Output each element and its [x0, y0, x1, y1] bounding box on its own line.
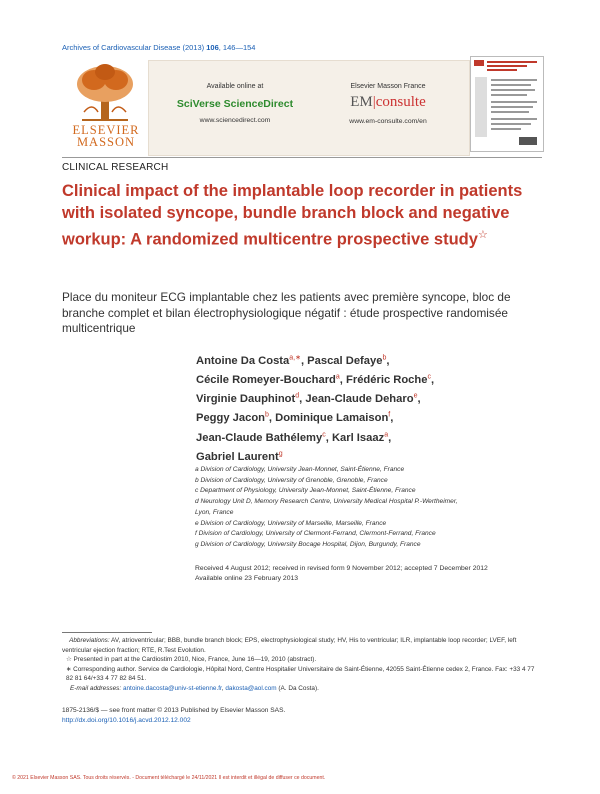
author-name: Peggy Jacon: [196, 412, 266, 425]
abbreviations-note: [62, 636, 542, 655]
author[interactable]: Antoine Da Costa$^{a,∗}$,: [196, 354, 308, 367]
affiliation-mark[interactable]: b: [265, 411, 269, 419]
section-label: CLINICAL RESEARCH: [62, 162, 169, 173]
author-name: Cécile Romeyer-Bouchard: [196, 373, 336, 386]
affiliation-mark[interactable]: e: [413, 392, 418, 400]
email-link-1[interactable]: antoine.dacosta@univ-st-etienne.fr: [122, 684, 222, 692]
emconsulte-block[interactable]: [318, 83, 458, 125]
email-link-2[interactable]: dakosta@aol.com: [225, 684, 277, 692]
affiliation: b Division of Cardiology, University of Grenoble, Grenoble, France: [195, 476, 388, 484]
publisher-label: Elsevier Masson France: [350, 83, 426, 90]
author[interactable]: Dominique Lamaison$^f$,: [275, 411, 394, 425]
presented-note: ☆ Presented in part at the Cardiostim 2010, Nice, France, June 16—19, 2010 (abstract).: [66, 656, 317, 663]
journal-citation[interactable]: [62, 43, 255, 52]
header-divider: [62, 157, 542, 158]
journal-volume: 106: [206, 43, 219, 52]
email-suffix: (A. Da Costa).: [278, 684, 319, 692]
abbreviations-text: AV, atrioventricular; BBB, bundle branch block; EPS, electrophysiological study; HV, His to ventricular; ILR, implantable loop recorder; LVEF, left ventricular ejection fraction; RTE, R.Test Evolution.: [62, 637, 517, 654]
footnotes: [62, 636, 542, 693]
affiliation-list: [195, 465, 545, 551]
affiliation-mark[interactable]: c: [427, 373, 431, 381]
author-name: Antoine Da Costa: [196, 354, 290, 367]
affiliation: c Department of Physiology, University Jean-Monnet, Saint-Étienne, France: [195, 487, 416, 495]
affiliation-mark[interactable]: f: [388, 411, 391, 419]
affiliation: d Neurology Unit D, Memory Research Centre, University Medical Hospital P.-Wertheimer,: [195, 498, 458, 506]
affiliation: Lyon, France: [195, 508, 234, 516]
author[interactable]: Cécile Romeyer-Bouchard$^a$,: [196, 373, 347, 386]
emconsulte-url[interactable]: www.em-consulte.com/en: [349, 118, 427, 125]
author[interactable]: Peggy Jacon$^b$,: [196, 411, 276, 425]
available-online-label: Available online at: [206, 83, 264, 90]
author-name: Gabriel Laurent: [196, 450, 279, 463]
received-dates: Received 4 August 2012; received in revised form 9 November 2012; accepted 7 December 2012: [195, 565, 488, 572]
author[interactable]: Frédéric Roche$^c$,: [346, 373, 435, 386]
issn-block: [62, 706, 542, 726]
french-title: Place du moniteur ECG implantable chez les patients avec première syncope, bloc de branche complet et bilan électrophysiologique négatif : étude prospective randomisée multicentrique: [62, 290, 511, 335]
affiliation: e Division of Cardiology, University of Marseille, Marseille, France: [195, 519, 387, 527]
affiliation-mark[interactable]: b: [382, 354, 387, 361]
sciencedirect-logo: SciVerse ScienceDirect: [176, 98, 294, 110]
journal-name: Archives of Cardiovascular Disease (2013): [62, 43, 205, 52]
email-label: E-mail addresses:: [70, 684, 122, 692]
affiliation-mark[interactable]: a: [384, 430, 389, 438]
author-list: [196, 350, 541, 465]
author-name: Jean-Claude Bathélemy: [196, 431, 323, 444]
affiliation-mark[interactable]: g: [278, 450, 283, 458]
author-name: Karl Isaaz: [331, 431, 385, 444]
author[interactable]: Karl Isaaz$^a$,: [331, 430, 392, 444]
sciencedirect-block[interactable]: [160, 83, 310, 124]
issn-line: 1875-2136/$ — see front matter © 2013 Published by Elsevier Masson SAS.: [62, 707, 286, 714]
online-date: Available online 23 February 2013: [195, 575, 299, 582]
download-copyright-notice: © 2021 Elsevier Masson SAS. Tous droits réservés. - Document téléchargé le 24/11/2021 Il est interdit et illégal de diffuser ce document.: [12, 775, 326, 781]
author[interactable]: Pascal Defaye$^b$,: [307, 354, 390, 367]
journal-pages: , 146—154: [218, 43, 256, 52]
elsevier-tree-logo: [72, 62, 138, 124]
author[interactable]: Jean-Claude Deharo$^e$,: [305, 392, 421, 406]
article-title: [62, 180, 542, 251]
corresponding-note: ∗ Corresponding author. Service de Cardiologie, Hôpital Nord, Centre Hospitalier Universitaire de Saint-Étienne, 42055 Saint-Étienne cedex 2, France. Fax: +33 4 77 82 81 64/+33 4 77 82 84 51.: [66, 665, 535, 682]
author-name: Pascal Defaye: [307, 354, 383, 367]
author[interactable]: Jean-Claude Bathélemy$^c$,: [196, 430, 332, 444]
author[interactable]: [196, 451, 283, 463]
elsevier-logo-text: ELSEVIER MASSON: [72, 123, 140, 149]
email-note: E-mail addresses: antoine.dacosta@univ-st-etienne.fr, dakosta@aol.com (A. Da Costa).: [70, 684, 319, 692]
doi-link[interactable]: http://dx.doi.org/10.1016/j.acvd.2012.12.002: [62, 717, 191, 724]
emconsulte-logo: [318, 94, 458, 111]
author-name: Frédéric Roche: [346, 373, 428, 386]
affiliation: f Division of Cardiology, University of Clermont-Ferrand, Clermont-Ferrand, France: [195, 530, 436, 538]
article-history: [195, 564, 550, 584]
affiliation-mark[interactable]: a,∗: [289, 354, 301, 361]
emconsulte-em: EM: [350, 94, 373, 110]
affiliation-mark[interactable]: d: [295, 392, 300, 400]
affiliation: a Division of Cardiology, University Jean-Monnet, Saint-Étienne, France: [195, 466, 405, 473]
author-name: Dominique Lamaison: [275, 412, 389, 425]
author-name: Jean-Claude Deharo: [305, 393, 414, 406]
journal-cover-thumbnail[interactable]: [470, 56, 544, 152]
author[interactable]: Virginie Dauphinot$^d$,: [196, 392, 306, 406]
sciencedirect-url[interactable]: www.sciencedirect.com: [199, 117, 271, 124]
affiliation: g Division of Cardiology, University Bocage Hospital, Dijon, Burgundy, France: [195, 540, 421, 548]
affiliation-mark[interactable]: c: [322, 430, 326, 438]
title-footnote-mark[interactable]: ☆: [477, 229, 488, 241]
article-title-text: Clinical impact of the implantable loop recorder in patients with isolated syncope, bundle branch block and negative workup: A randomized multicentre prospective study: [62, 182, 523, 249]
affiliation-mark[interactable]: a: [335, 373, 340, 381]
footnote-divider: [62, 632, 152, 633]
emconsulte-rest: |consulte: [372, 94, 426, 110]
abbreviations-label: Abbreviations:: [69, 637, 110, 644]
author-name: Virginie Dauphinot: [196, 393, 296, 406]
